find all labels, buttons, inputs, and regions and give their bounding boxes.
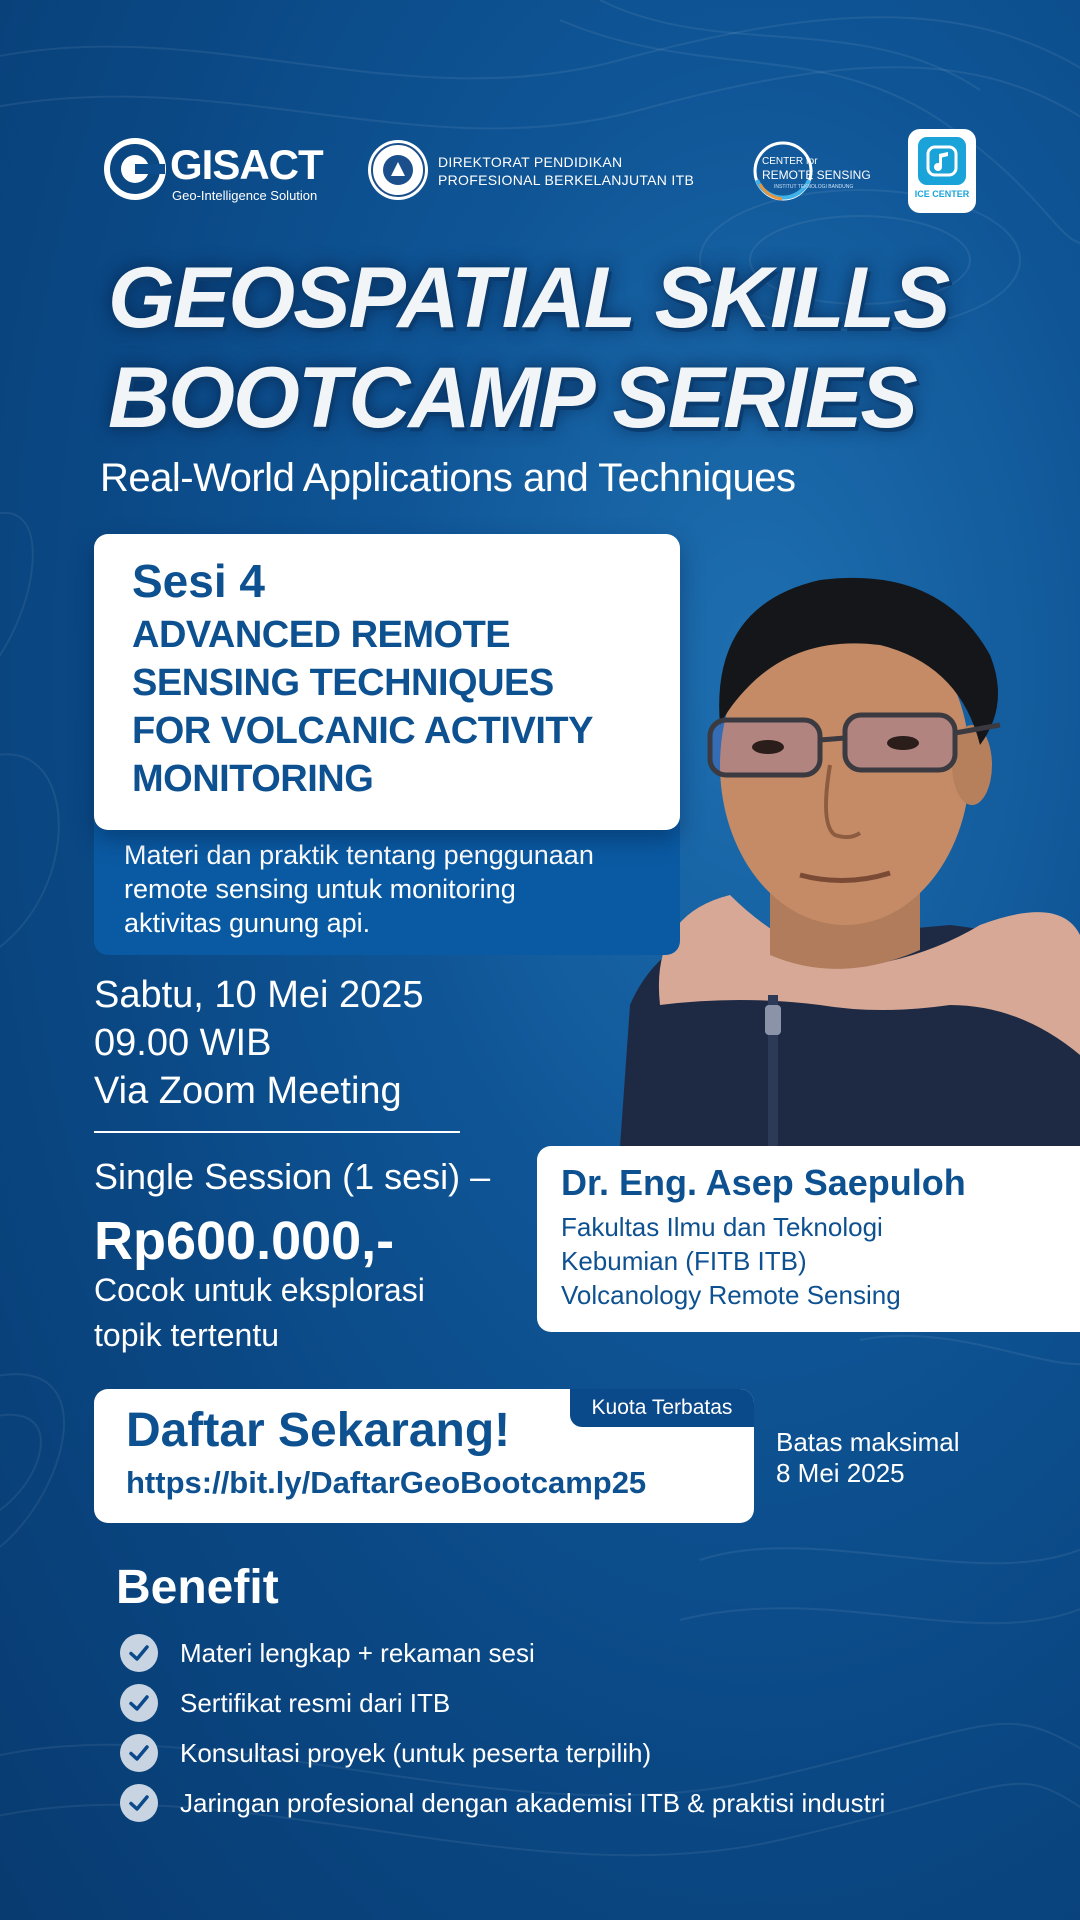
session-title-line: MONITORING: [132, 758, 374, 800]
speaker-photo: [620, 535, 1080, 1147]
price-value: Rp600.000,-: [94, 1211, 395, 1271]
session-card: [94, 534, 680, 830]
ice-center-logo: [908, 129, 976, 213]
speaker-name: Dr. Eng. Asep Saepuloh: [561, 1162, 966, 1203]
ice-center-label: ICE CENTER: [914, 189, 970, 199]
registration-link[interactable]: https://bit.ly/DaftarGeoBootcamp25: [126, 1465, 647, 1500]
event-date: Sabtu, 10 Mei 2025: [94, 974, 424, 1016]
gisact-globe-icon: [104, 138, 166, 200]
benefit-text: Konsultasi proyek (untuk peserta terpilih): [180, 1738, 652, 1768]
session-description: [94, 820, 680, 955]
benefit-text: Jaringan profesional dengan akademisi ITB & praktisi industri: [180, 1788, 886, 1818]
session-title-line: SENSING TECHNIQUES: [132, 662, 554, 704]
crs-line3: INSTITUT TEKNOLOGI BANDUNG: [774, 184, 854, 190]
list-item: [120, 1634, 1020, 1684]
check-icon: [120, 1684, 158, 1722]
limited-quota-badge: Kuota Terbatas: [570, 1389, 754, 1427]
check-icon: [120, 1634, 158, 1672]
deadline-date: 8 Mei 2025: [776, 1458, 905, 1488]
description-line: remote sensing untuk monitoring: [124, 874, 516, 904]
event-time: 09.00 WIB: [94, 1022, 272, 1064]
session-number: Sesi 4: [132, 555, 265, 607]
music-note-icon: [918, 137, 966, 185]
itb-title-line2: PROFESIONAL BERKELANJUTAN ITB: [438, 172, 695, 188]
list-item: [120, 1684, 1020, 1734]
register-now-button[interactable]: Daftar Sekarang!: [126, 1404, 511, 1457]
speaker-affiliation-line: Fakultas Ilmu dan Teknologi: [561, 1212, 883, 1242]
benefit-text: Sertifikat resmi dari ITB: [180, 1688, 451, 1718]
event-platform: Via Zoom Meeting: [94, 1070, 402, 1112]
check-icon: [120, 1734, 158, 1772]
speaker-affiliation-line: Volcanology Remote Sensing: [561, 1280, 901, 1310]
session-title-line: FOR VOLCANIC ACTIVITY: [132, 710, 593, 752]
deadline-label: Batas maksimal: [776, 1427, 960, 1457]
speaker-card: [537, 1146, 1080, 1332]
page-title-line1: GEOSPATIAL SKILLS: [108, 250, 949, 346]
gisact-name: GISACT: [170, 141, 323, 188]
gisact-tagline: Geo-Intelligence Solution: [172, 188, 318, 203]
center-remote-sensing-logo: [752, 140, 871, 204]
crs-line1: CENTER for: [762, 156, 818, 167]
benefit-heading: Benefit: [116, 1561, 279, 1614]
page-subtitle: Real-World Applications and Techniques: [100, 456, 796, 500]
session-title-line: ADVANCED REMOTE: [132, 614, 511, 656]
description-line: Materi dan praktik tentang penggunaan: [124, 840, 594, 870]
description-line: aktivitas gunung api.: [124, 908, 371, 938]
itb-seal-icon: [366, 138, 430, 202]
crs-line2: REMOTE SENSING: [762, 168, 871, 182]
price-note-line1: Cocok untuk eksplorasi: [94, 1272, 425, 1308]
price-note-line2: topik tertentu: [94, 1317, 279, 1353]
divider: [94, 1131, 460, 1133]
speaker-affiliation-line: Kebumian (FITB ITB): [561, 1246, 807, 1276]
benefit-text: Materi lengkap + rekaman sesi: [180, 1638, 535, 1668]
itb-logo: [366, 138, 706, 202]
check-icon: [120, 1784, 158, 1822]
itb-title-line1: DIREKTORAT PENDIDIKAN: [438, 154, 623, 170]
list-item: [120, 1784, 1020, 1834]
page-title-line2: BOOTCAMP SERIES: [108, 350, 916, 446]
registration-card[interactable]: [94, 1389, 754, 1523]
benefit-list: [120, 1634, 1020, 1834]
gisact-logo: [104, 138, 323, 204]
price-label: Single Session (1 sesi) –: [94, 1156, 491, 1197]
list-item: [120, 1734, 1020, 1784]
